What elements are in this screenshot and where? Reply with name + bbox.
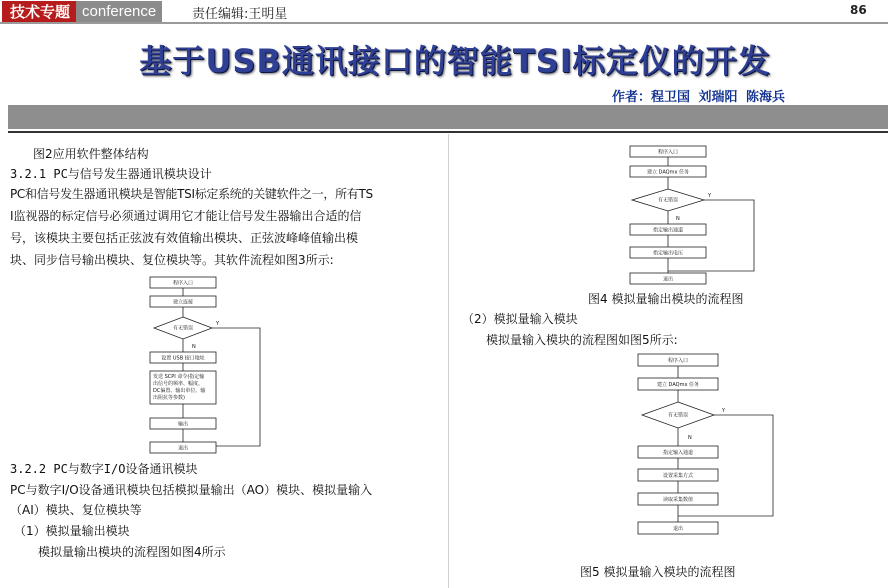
fig4-node-label: 指定输出电压 (652, 250, 684, 257)
paragraph-line: 号，该模块主要包括正弦波有效值输出模块、正弦波峰峰值输出模 (10, 231, 359, 245)
fig5-node-label: 设置采集方式 (662, 473, 694, 479)
fig3-node-label: 发送 SCPI 命令(指定输 (153, 374, 205, 380)
subsection-heading: （2）模拟量输入模块 (462, 312, 578, 326)
fig3-node-label: 程序入口 (172, 280, 194, 287)
figure4-flowchart (620, 142, 770, 290)
fig5-node-label: 建立 DAQmx 任务 (656, 382, 700, 388)
fig3-node-label: 设置 USB 接口地址 (161, 355, 205, 362)
fig3-node-label: 出阻抗等参数) (153, 395, 185, 401)
fig4-node-label: 指定输出通道 (652, 227, 684, 234)
fig3-node-label: 退出 (177, 445, 189, 452)
paragraph-line: PC和信号发生器通讯模块是智能TSI标定系统的关键软件之一，所有TS (10, 187, 373, 201)
fig3-node-label: 建立连接 (172, 299, 194, 306)
paragraph-line: I监视器的标定信号必须通过调用它才能让信号发生器输出合适的信 (10, 209, 362, 223)
figure3-flowchart (140, 272, 270, 460)
editor-credit: 责任编辑:王明星 (192, 7, 288, 22)
figure5-flowchart (628, 350, 784, 540)
fig5-no-label: N (688, 435, 692, 441)
brand-main-label: 技术专题 (2, 1, 76, 23)
fig4-no-label: N (676, 216, 680, 222)
fig3-node-label: 出信号的频率、幅度、 (153, 381, 204, 387)
fig3-no-label: N (192, 344, 196, 350)
section-heading-3-2-2: 3.2.2 PC与数字I/O设备通讯模块 (10, 462, 198, 476)
brand-sub-label: conference (76, 1, 162, 23)
article-title: 基于USB通讯接口的智能TSI标定仪的开发 (139, 42, 771, 80)
fig5-node-label: 程序入口 (667, 358, 689, 364)
fig5-decision-label: 有无错误 (667, 412, 689, 419)
paragraph-line: 模拟量输入模块的流程图如图5所示: (486, 333, 678, 347)
paragraph-line: PC与数字I/O设备通讯模块包括模拟量输出（AO）模块、模拟量输入 (10, 483, 373, 497)
subsection-heading: （1）模拟量输出模块 (14, 524, 130, 538)
paragraph-line: 块、同步信号输出模块、复位模块等。其软件流程如图3所示: (10, 253, 334, 267)
figure5-caption: 图5 模拟量输入模块的流程图 (580, 565, 736, 579)
fig5-node-label: 退出 (672, 526, 684, 532)
fig3-node-label: 输出 (177, 421, 189, 428)
column-divider (448, 134, 449, 588)
fig4-node-label: 程序入口 (657, 149, 679, 156)
figure2-caption: 图2应用软件整体结构 (33, 147, 149, 161)
section-heading-3-2-1: 3.2.1 PC与信号发生器通讯模块设计 (10, 167, 212, 181)
fig5-node-label: 指定输入通道 (662, 450, 694, 456)
page-number: 86 (850, 3, 867, 17)
article-authors: 作者：程卫国 刘瑞阳 陈海兵 (612, 90, 786, 105)
header-divider (0, 22, 888, 24)
title-band-rule (8, 131, 888, 133)
fig4-node-label: 建立 DAQmx 任务 (646, 169, 690, 176)
paragraph-line: 模拟量输出模块的流程图如图4所示 (38, 545, 226, 559)
fig3-node-label: DC偏置、输出单位、输 (153, 388, 206, 394)
fig3-decision-label: 有无错误 (172, 325, 194, 332)
title-band (8, 105, 888, 129)
fig4-node-label: 退出 (662, 276, 674, 283)
fig5-yes-label: Y (722, 408, 726, 414)
fig3-yes-label: Y (216, 321, 220, 327)
paragraph-line: （AI）模块、复位模块等 (10, 503, 142, 517)
figure4-caption: 图4 模拟量输出模块的流程图 (588, 292, 744, 306)
fig5-node-label: 读取采集数值 (662, 497, 694, 503)
fig4-decision-label: 有无错误 (657, 197, 679, 204)
fig4-yes-label: Y (708, 193, 712, 199)
brand-logo (2, 1, 162, 23)
